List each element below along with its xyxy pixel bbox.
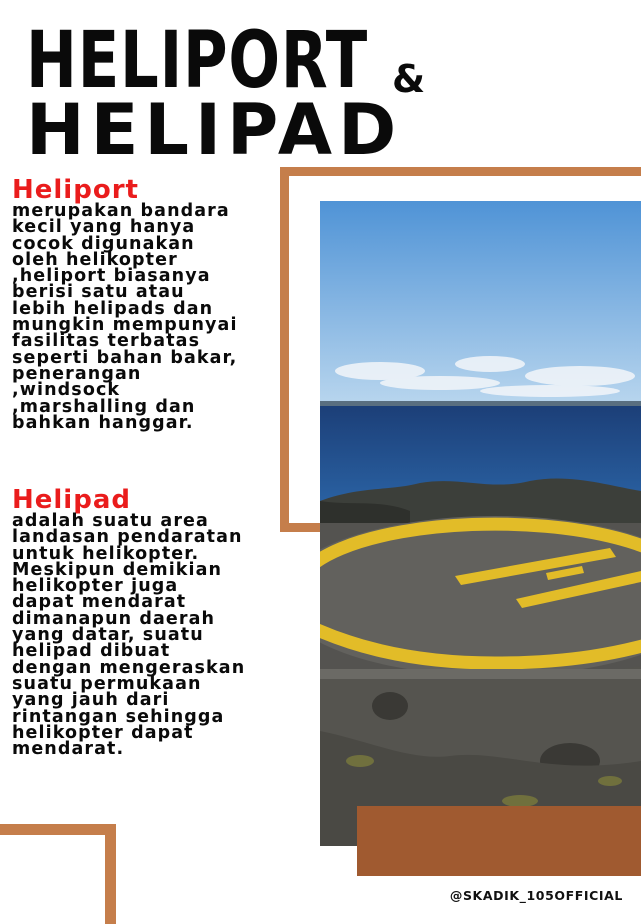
social-handle: @SKADIK_105OFFICIAL xyxy=(449,888,623,903)
helipad-description: adalah suatu area landasan pendaratan untuk helikopter. Meskipun demikian helikopter juga dapat mendarat dimanapun daerah yang datar, suatu helipad dibuat dengan mengeraskan suatu permukaan yang jauh dari rintangan sehingga helikopter dapat mendarat. xyxy=(12,511,246,760)
decorative-brown-block xyxy=(357,806,641,876)
title-helipad: HELIPAD xyxy=(26,89,403,171)
decorative-frame-bottom-left xyxy=(0,824,116,924)
helipad-photo xyxy=(320,201,641,846)
heliport-heading: Heliport xyxy=(12,175,139,205)
title-ampersand: & xyxy=(392,57,426,101)
heliport-description: merupakan bandara kecil yang hanya cocok digunakan oleh helikopter ,heliport biasanya berisi satu atau lebih helipads dan mungkin mempunyai fasilitas terbatas seperti bahan bakar, penerangan ,windsock ,marshalling dan bahkan hanggar. xyxy=(12,201,238,433)
helipad-heading: Helipad xyxy=(12,485,131,515)
title-heliport: HELIPORT xyxy=(26,16,369,106)
